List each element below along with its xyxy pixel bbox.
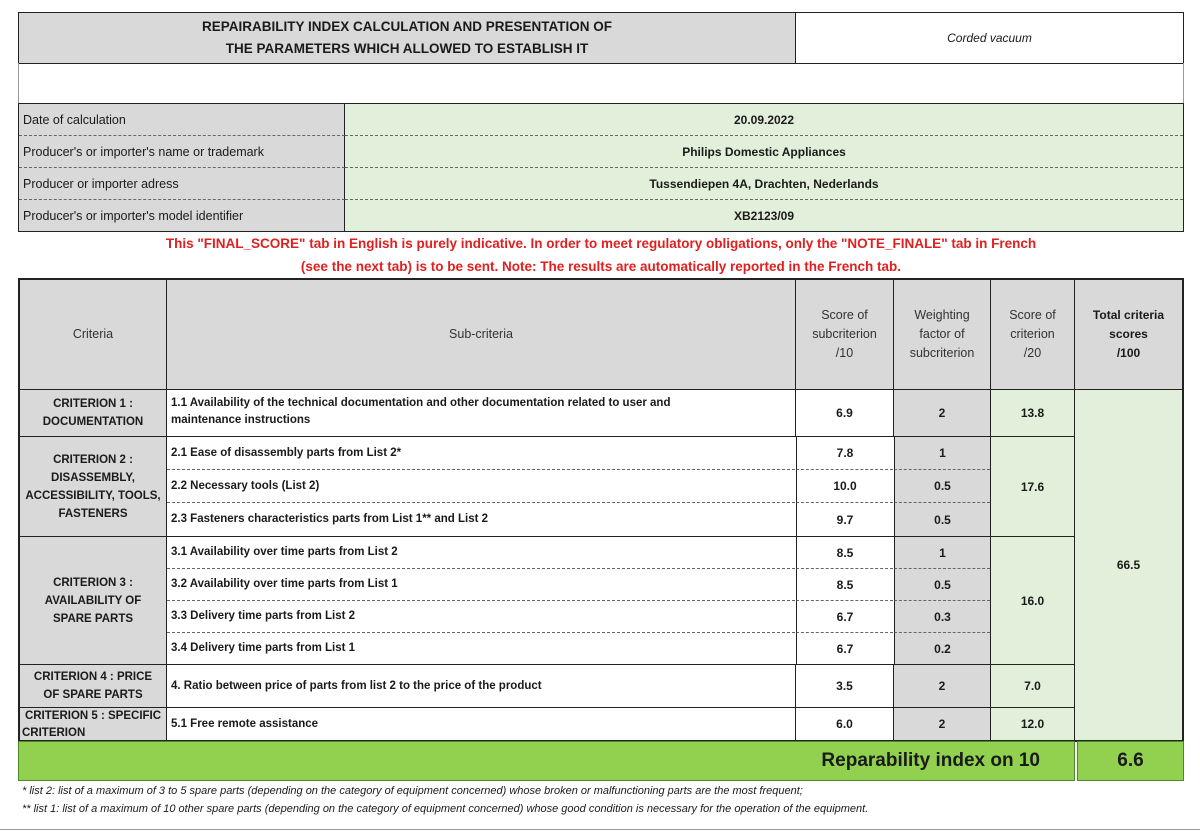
weight-sub-2-3: 0.5 xyxy=(894,503,990,536)
bottom-rule xyxy=(0,829,1200,830)
reparability-index-value: 6.6 xyxy=(1077,741,1184,781)
subcriterion-5-1: 5.1 Free remote assistance xyxy=(166,707,796,741)
col-header-weighting xyxy=(893,279,991,390)
hdr-text: /10 xyxy=(835,346,854,360)
spacer-row xyxy=(18,63,1184,103)
info-value-name: Philips Domestic Appliances xyxy=(345,136,1183,168)
info-label-name: Producer's or importer's name or trademark xyxy=(19,136,345,168)
crit-text: ACCESSIBILITY, TOOLS, xyxy=(25,489,161,502)
crit-text: DOCUMENTATION xyxy=(42,416,144,428)
score-sub-3-2: 8.5 xyxy=(796,569,893,601)
hdr-text: Score of xyxy=(1009,308,1056,322)
crit-text: SPARE PARTS xyxy=(52,612,134,625)
score-criterion-1: 13.8 xyxy=(990,389,1075,437)
title-line-2: THE PARAMETERS WHICH ALLOWED TO ESTABLISH IT xyxy=(225,41,589,56)
hdr-text: subcriterion xyxy=(909,346,975,360)
hdr-text: Weighting xyxy=(914,308,970,322)
weight-sub-4: 2 xyxy=(893,664,991,708)
weight-sub-2-2: 0.5 xyxy=(894,470,990,503)
crit-text: DISASSEMBLY, xyxy=(51,471,135,484)
score-sub-2-3: 9.7 xyxy=(796,503,893,536)
weight-sub-3-3: 0.3 xyxy=(894,601,990,633)
footnote-list-1: ** list 1: list of a maximum of 10 other spare parts (depending on the category of equipment concerned) whose good condition is necessary for the operation of the equipment. xyxy=(22,803,869,815)
subcriterion-1-1 xyxy=(166,389,796,437)
hdr-text: Total criteria xyxy=(1092,308,1165,322)
criterion-2-sub-block xyxy=(166,436,991,537)
score-sub-3-4: 6.7 xyxy=(796,633,893,664)
hdr-text: Score of xyxy=(821,308,868,322)
crit-text: CRITERION 5 : SPECIFIC xyxy=(24,710,162,722)
score-sub-3-3: 6.7 xyxy=(796,601,893,633)
info-label-address: Producer or importer adress xyxy=(19,168,345,200)
score-sub-1-1: 6.9 xyxy=(795,389,894,437)
info-value-model: XB2123/09 xyxy=(345,200,1183,231)
weight-sub-2-1: 1 xyxy=(894,437,990,470)
crit-text: CRITERION 2 : xyxy=(53,453,133,466)
notice-line-1: This "FINAL_SCORE" tab in English is purely indicative. In order to meet regulatory obligations, only the "NOTE_FINALE" tab in French xyxy=(165,236,1037,251)
notice xyxy=(18,232,1184,278)
criterion-4-name xyxy=(19,664,167,708)
weight-sub-5-1: 2 xyxy=(893,707,991,741)
weight-sub-3-1: 1 xyxy=(894,537,990,569)
subcriterion-3-2: 3.2 Availability over time parts from List 1 xyxy=(167,569,795,601)
page-title xyxy=(18,12,796,64)
info-value-date: 20.09.2022 xyxy=(345,104,1183,136)
crit-text: CRITERION xyxy=(22,727,86,739)
subcriterion-3-4: 3.4 Delivery time parts from List 1 xyxy=(171,642,356,654)
weight-sub-3-2: 0.5 xyxy=(894,569,990,601)
subcriterion-3-1: 3.1 Availability over time parts from List 2 xyxy=(167,537,795,569)
hdr-text: subcriterion xyxy=(812,327,877,341)
crit-text: FASTENERS xyxy=(58,507,128,520)
col-header-criteria: Criteria xyxy=(19,279,167,390)
sub-text: maintenance instructions xyxy=(171,414,311,426)
crit-text: AVAILABILITY OF xyxy=(44,594,142,607)
total-criteria-score: 66.5 xyxy=(1074,389,1183,741)
footnote-list-2: * list 2: list of a maximum of 3 to 5 spare parts (depending on the category of equipment concerned) whose broken or malfunctioning parts are the most frequent; xyxy=(22,785,803,797)
criterion-3-name xyxy=(19,536,167,665)
subcriterion-3-3: 3.3 Delivery time parts from List 2 xyxy=(167,601,795,633)
hdr-text: /100 xyxy=(1116,346,1141,360)
crit-text: CRITERION 1 : xyxy=(53,398,133,410)
crit-text: CRITERION 3 : xyxy=(53,576,133,589)
score-criterion-5: 12.0 xyxy=(990,707,1075,741)
info-label-date: Date of calculation xyxy=(19,104,345,136)
crit-text: OF SPARE PARTS xyxy=(43,689,143,701)
info-value-address: Tussendiepen 4A, Drachten, Nederlands xyxy=(345,168,1183,200)
hdr-text: criterion xyxy=(1010,327,1055,341)
col-header-score-criterion xyxy=(990,279,1075,390)
sub-text: 1.1 Availability of the technical documentation and other documentation related to user and xyxy=(171,397,671,409)
subcriterion-2-2: 2.2 Necessary tools (List 2) xyxy=(167,470,795,503)
subcriterion-2-3: 2.3 Fasteners characteristics parts from List 1** and List 2 xyxy=(171,513,489,525)
score-sub-2-1: 7.8 xyxy=(796,437,893,470)
col-header-sub-criteria: Sub-criteria xyxy=(166,279,796,390)
col-header-score-sub xyxy=(795,279,894,390)
subcriterion-4: 4. Ratio between price of parts from list 2 to the price of the product xyxy=(166,664,796,708)
score-criterion-4: 7.0 xyxy=(990,664,1075,708)
hdr-text: factor of xyxy=(919,327,965,341)
hdr-text: scores xyxy=(1109,327,1148,341)
crit-text: CRITERION 4 : PRICE xyxy=(33,671,153,683)
score-sub-3-1: 8.5 xyxy=(796,537,893,569)
criterion-1-name xyxy=(19,389,167,437)
score-sub-2-2: 10.0 xyxy=(796,470,893,503)
notice-line-2: (see the next tab) is to be sent. Note: The results are automatically reported in the French tab. xyxy=(300,259,902,274)
info-label-model: Producer's or importer's model identifier xyxy=(19,200,345,231)
score-sub-5-1: 6.0 xyxy=(795,707,894,741)
subcriterion-2-1: 2.1 Ease of disassembly parts from List 2* xyxy=(167,437,795,470)
criterion-3-sub-block xyxy=(166,536,991,665)
score-criterion-3: 16.0 xyxy=(990,536,1075,665)
weight-sub-3-4: 0.2 xyxy=(894,633,990,664)
product-type: Corded vacuum xyxy=(795,12,1184,64)
hdr-text: /20 xyxy=(1023,346,1042,360)
col-header-total xyxy=(1074,279,1183,390)
criterion-2-name xyxy=(19,436,167,537)
title-line-1: REPAIRABILITY INDEX CALCULATION AND PRESENTATION OF xyxy=(201,19,612,34)
score-criterion-2: 17.6 xyxy=(990,436,1075,537)
weight-sub-1-1: 2 xyxy=(893,389,991,437)
criterion-5-name xyxy=(19,707,167,741)
reparability-index-label: Reparability index on 10 xyxy=(18,741,1075,781)
score-sub-4: 3.5 xyxy=(795,664,894,708)
